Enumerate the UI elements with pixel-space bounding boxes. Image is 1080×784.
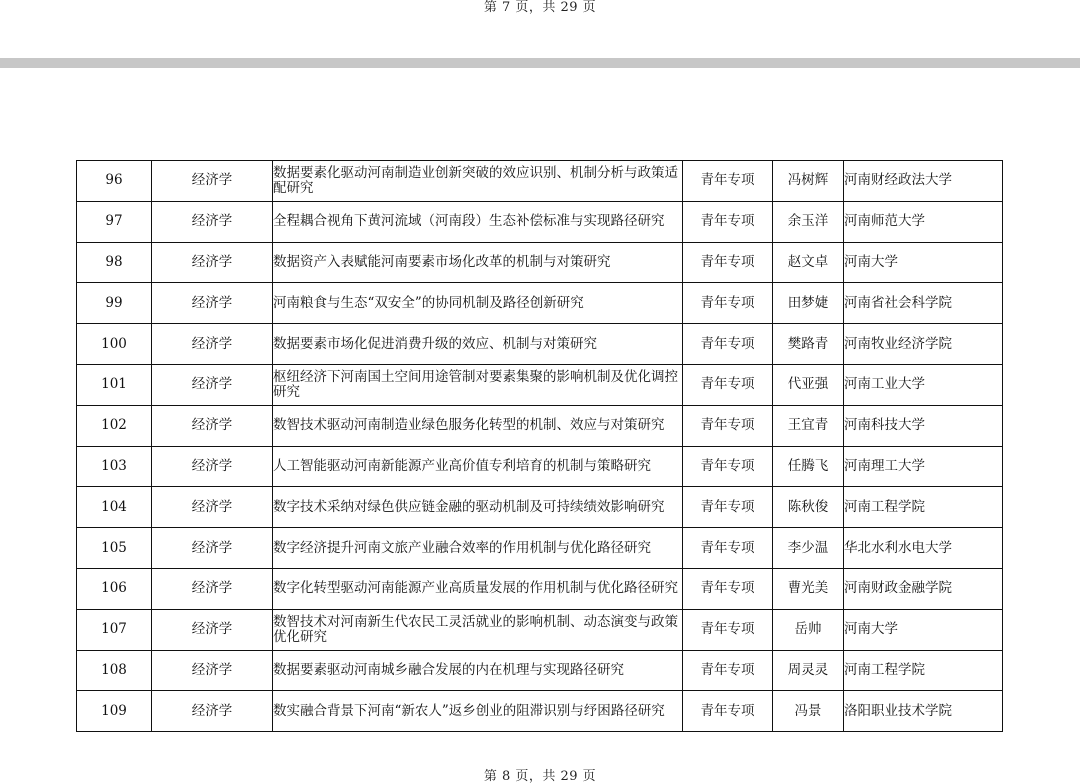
row-number: 109 xyxy=(77,691,152,732)
leader-name-cell: 田梦婕 xyxy=(773,283,844,324)
project-type-cell: 青年专项 xyxy=(683,201,773,242)
table-row xyxy=(77,283,1003,324)
table-row xyxy=(77,364,1003,405)
project-type-cell: 青年专项 xyxy=(683,364,773,405)
discipline-cell: 经济学 xyxy=(152,528,273,569)
table-row xyxy=(77,242,1003,283)
institution-cell: 河南师范大学 xyxy=(844,201,1003,242)
leader-name-cell: 曹光美 xyxy=(773,568,844,609)
project-type-cell: 青年专项 xyxy=(683,405,773,446)
row-number: 108 xyxy=(77,650,152,691)
project-title-cell: 人工智能驱动河南新能源产业高价值专利培育的机制与策略研究 xyxy=(273,446,683,487)
table-row xyxy=(77,568,1003,609)
discipline-cell: 经济学 xyxy=(152,609,273,650)
row-number: 98 xyxy=(77,242,152,283)
project-type-cell: 青年专项 xyxy=(683,242,773,283)
discipline-cell: 经济学 xyxy=(152,242,273,283)
leader-name-cell: 余玉洋 xyxy=(773,201,844,242)
page-separator xyxy=(0,58,1080,68)
row-number: 107 xyxy=(77,609,152,650)
table-row xyxy=(77,161,1003,202)
project-type-cell: 青年专项 xyxy=(683,650,773,691)
project-title-cell: 数据要素化驱动河南制造业创新突破的效应识别、机制分析与政策适配研究 xyxy=(273,161,683,202)
institution-cell: 河南牧业经济学院 xyxy=(844,324,1003,365)
project-title-cell: 数字技术采纳对绿色供应链金融的驱动机制及可持续绩效影响研究 xyxy=(273,487,683,528)
table-row xyxy=(77,324,1003,365)
row-number: 101 xyxy=(77,364,152,405)
discipline-cell: 经济学 xyxy=(152,201,273,242)
project-title-cell: 数据要素驱动河南城乡融合发展的内在机理与实现路径研究 xyxy=(273,650,683,691)
project-title-cell: 数智技术对河南新生代农民工灵活就业的影响机制、动态演变与政策优化研究 xyxy=(273,609,683,650)
table-row xyxy=(77,446,1003,487)
project-type-cell: 青年专项 xyxy=(683,283,773,324)
project-title-cell: 枢纽经济下河南国土空间用途管制对要素集聚的影响机制及优化调控研究 xyxy=(273,364,683,405)
project-title-cell: 数据要素市场化促进消费升级的效应、机制与对策研究 xyxy=(273,324,683,365)
project-table-body xyxy=(77,161,1003,732)
project-type-cell: 青年专项 xyxy=(683,487,773,528)
project-title-cell: 数据资产入表赋能河南要素市场化改革的机制与对策研究 xyxy=(273,242,683,283)
leader-name-cell: 代亚强 xyxy=(773,364,844,405)
institution-cell: 河南工程学院 xyxy=(844,650,1003,691)
row-number: 97 xyxy=(77,201,152,242)
discipline-cell: 经济学 xyxy=(152,691,273,732)
table-row xyxy=(77,487,1003,528)
row-number: 102 xyxy=(77,405,152,446)
project-title-cell: 数字化转型驱动河南能源产业高质量发展的作用机制与优化路径研究 xyxy=(273,568,683,609)
leader-name-cell: 李少温 xyxy=(773,528,844,569)
institution-cell: 河南大学 xyxy=(844,242,1003,283)
institution-cell: 河南工业大学 xyxy=(844,364,1003,405)
leader-name-cell: 赵文卓 xyxy=(773,242,844,283)
table-row xyxy=(77,405,1003,446)
row-number: 96 xyxy=(77,161,152,202)
institution-cell: 河南财经政法大学 xyxy=(844,161,1003,202)
leader-name-cell: 冯景 xyxy=(773,691,844,732)
row-number: 106 xyxy=(77,568,152,609)
institution-cell: 河南财政金融学院 xyxy=(844,568,1003,609)
table-row xyxy=(77,528,1003,569)
row-number: 105 xyxy=(77,528,152,569)
leader-name-cell: 周灵灵 xyxy=(773,650,844,691)
project-type-cell: 青年专项 xyxy=(683,609,773,650)
leader-name-cell: 冯树辉 xyxy=(773,161,844,202)
leader-name-cell: 王宜青 xyxy=(773,405,844,446)
row-number: 103 xyxy=(77,446,152,487)
project-table xyxy=(76,160,1003,732)
leader-name-cell: 陈秋俊 xyxy=(773,487,844,528)
leader-name-cell: 岳帅 xyxy=(773,609,844,650)
project-type-cell: 青年专项 xyxy=(683,691,773,732)
project-title-cell: 数智技术驱动河南制造业绿色服务化转型的机制、效应与对策研究 xyxy=(273,405,683,446)
page-footer-current: 第 8 页，共 29 页 xyxy=(483,769,597,784)
project-type-cell: 青年专项 xyxy=(683,324,773,365)
project-title-cell: 河南粮食与生态“双安全”的协同机制及路径创新研究 xyxy=(273,283,683,324)
discipline-cell: 经济学 xyxy=(152,568,273,609)
table-row xyxy=(77,201,1003,242)
institution-cell: 洛阳职业技术学院 xyxy=(844,691,1003,732)
project-title-cell: 全程耦合视角下黄河流域（河南段）生态补偿标准与实现路径研究 xyxy=(273,201,683,242)
discipline-cell: 经济学 xyxy=(152,405,273,446)
table-row xyxy=(77,691,1003,732)
page-footer-previous: 第 7 页，共 29 页 xyxy=(483,0,597,15)
discipline-cell: 经济学 xyxy=(152,446,273,487)
discipline-cell: 经济学 xyxy=(152,364,273,405)
discipline-cell: 经济学 xyxy=(152,324,273,365)
project-title-cell: 数字经济提升河南文旅产业融合效率的作用机制与优化路径研究 xyxy=(273,528,683,569)
leader-name-cell: 樊路青 xyxy=(773,324,844,365)
institution-cell: 河南省社会科学院 xyxy=(844,283,1003,324)
project-title-cell: 数实融合背景下河南“新农人”返乡创业的阻滞识别与纾困路径研究 xyxy=(273,691,683,732)
discipline-cell: 经济学 xyxy=(152,283,273,324)
discipline-cell: 经济学 xyxy=(152,487,273,528)
institution-cell: 河南理工大学 xyxy=(844,446,1003,487)
row-number: 100 xyxy=(77,324,152,365)
institution-cell: 河南工程学院 xyxy=(844,487,1003,528)
discipline-cell: 经济学 xyxy=(152,650,273,691)
leader-name-cell: 任腾飞 xyxy=(773,446,844,487)
project-type-cell: 青年专项 xyxy=(683,161,773,202)
row-number: 99 xyxy=(77,283,152,324)
project-type-cell: 青年专项 xyxy=(683,446,773,487)
table-row xyxy=(77,650,1003,691)
row-number: 104 xyxy=(77,487,152,528)
discipline-cell: 经济学 xyxy=(152,161,273,202)
institution-cell: 河南科技大学 xyxy=(844,405,1003,446)
institution-cell: 华北水利水电大学 xyxy=(844,528,1003,569)
table-row xyxy=(77,609,1003,650)
institution-cell: 河南大学 xyxy=(844,609,1003,650)
project-type-cell: 青年专项 xyxy=(683,568,773,609)
project-type-cell: 青年专项 xyxy=(683,528,773,569)
